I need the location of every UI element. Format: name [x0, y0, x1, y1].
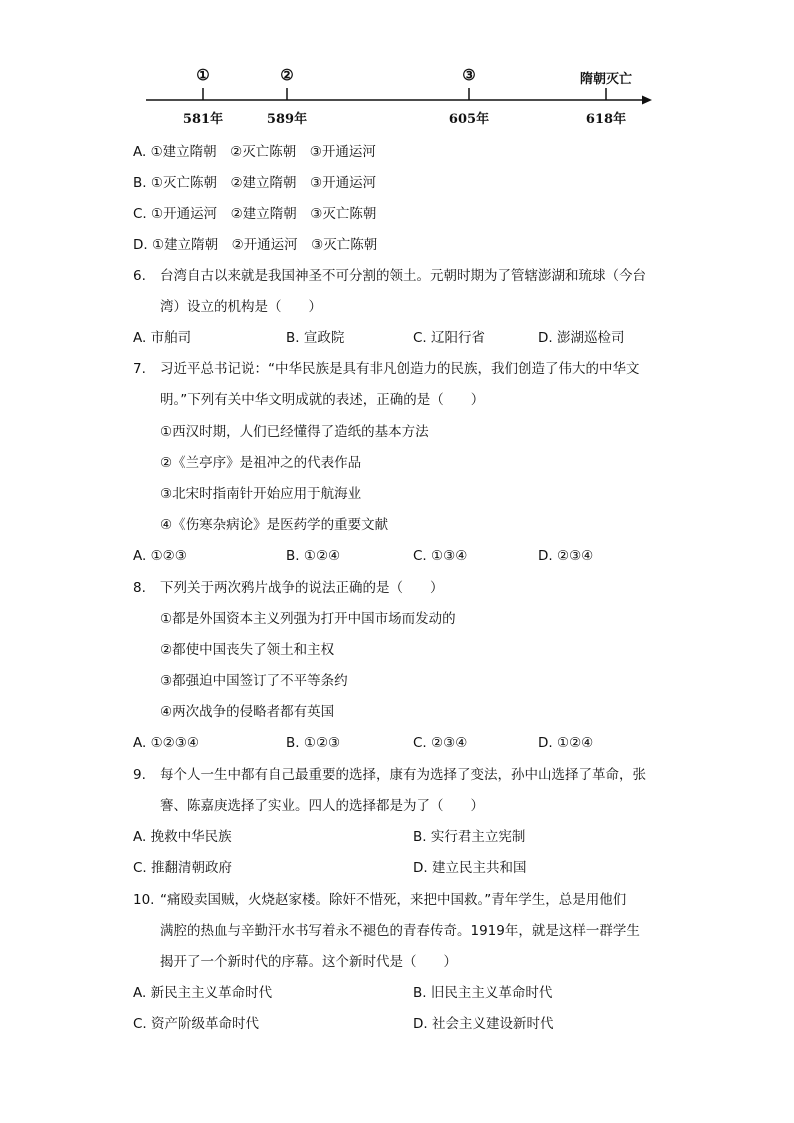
q8-option-d[interactable]: D. ①②④: [538, 735, 594, 751]
q7-item-1: ①西汉时期，人们已经懂得了造纸的基本方法: [160, 424, 429, 440]
q9-option-d[interactable]: D. 建立民主共和国: [413, 860, 527, 876]
marker-4-label: 隋朝灭亡: [579, 72, 633, 87]
q6-option-b[interactable]: B. 宣政院: [286, 330, 345, 346]
q6-options: [133, 328, 673, 348]
q10-options-row2: [133, 1014, 673, 1034]
q9-stem-line2: 謇、陈嘉庚选择了实业。四人的选择都是为了（ ）: [160, 798, 484, 814]
q8-item-2: ②都使中国丧失了领土和主权: [160, 642, 335, 658]
q7-option-d[interactable]: D. ②③④: [538, 548, 594, 564]
marker-3-label: ③: [462, 66, 476, 84]
q9-number: 9.: [133, 767, 146, 783]
year-589: 589年: [266, 112, 308, 127]
q7-item-4: ④《伤寒杂病论》是医药学的重要文献: [160, 517, 389, 533]
q5-option-d[interactable]: D. ①建立隋朝 ②开通运河 ③灭亡陈朝: [133, 237, 378, 253]
q8-options: [133, 733, 673, 753]
q10-number: 10.: [133, 892, 155, 908]
q10-stem-line1: 10. “痛殴卖国贼，火烧赵家楼。除奸不惜死，来把中国救。”青年学生，总是用他们: [133, 892, 627, 908]
q7-item-2: ②《兰亭序》是祖冲之的代表作品: [160, 455, 362, 471]
q6-option-a[interactable]: A. 市舶司: [133, 330, 192, 346]
q8-option-b[interactable]: B. ①②③: [286, 735, 341, 751]
year-605: 605年: [448, 112, 490, 127]
q8-item-4: ④两次战争的侵略者都有英国: [160, 704, 335, 720]
q8-number: 8.: [133, 580, 146, 596]
q9-options-row1: [133, 827, 673, 847]
marker-1-label: ①: [196, 66, 210, 84]
q10-options-row1: [133, 983, 673, 1003]
q6-option-d[interactable]: D. 澎湖巡检司: [538, 330, 625, 346]
q7-stem-line2: 明。”下列有关中华文明成就的表述，正确的是（ ）: [160, 392, 485, 408]
q7-stem-line1: 7. 习近平总书记说：“中华民族是具有非凡创造力的民族，我们创造了伟大的中华文: [133, 361, 640, 377]
q9-stem-line1: 9. 每个人一生中都有自己最重要的选择，康有为选择了变法，孙中山选择了革命，张: [133, 767, 646, 783]
q9-option-b[interactable]: B. 实行君主立宪制: [413, 829, 526, 845]
q5-option-b[interactable]: B. ①灭亡陈朝 ②建立隋朝 ③开通运河: [133, 175, 377, 191]
q8-stem-line1: 8. 下列关于两次鸦片战争的说法正确的是（ ）: [133, 580, 444, 596]
q7-option-a[interactable]: A. ①②③: [133, 548, 187, 564]
q10-option-a[interactable]: A. 新民主主义革命时代: [133, 985, 273, 1001]
q5-option-c[interactable]: C. ①开通运河 ②建立隋朝 ③灭亡陈朝: [133, 206, 377, 222]
q10-option-c[interactable]: C. 资产阶级革命时代: [133, 1016, 260, 1032]
q8-item-1: ①都是外国资本主义列强为打开中国市场而发动的: [160, 611, 456, 627]
year-581: 581年: [182, 112, 224, 127]
year-618: 618年: [585, 112, 627, 127]
q10-option-d[interactable]: D. 社会主义建设新时代: [413, 1016, 554, 1032]
q6-number: 6.: [133, 268, 146, 284]
timeline-figure: [130, 58, 670, 138]
q7-item-3: ③北宋时指南针开始应用于航海业: [160, 486, 362, 502]
q6-option-c[interactable]: C. 辽阳行省: [413, 330, 486, 346]
q7-option-b[interactable]: B. ①②④: [286, 548, 341, 564]
q8-option-c[interactable]: C. ②③④: [413, 735, 468, 751]
q6-stem-line2: 湾）设立的机构是（ ）: [160, 299, 322, 315]
q7-number: 7.: [133, 361, 146, 377]
q7-option-c[interactable]: C. ①③④: [413, 548, 468, 564]
q10-stem-line3: 揭开了一个新时代的序幕。这个新时代是（ ）: [160, 954, 457, 970]
q9-options-row2: [133, 858, 673, 878]
q10-stem-line2: 满腔的热血与辛勤汗水书写着永不褪色的青春传奇。1919年，就是这样一群学生: [160, 923, 640, 939]
q5-option-a[interactable]: A. ①建立隋朝 ②灭亡陈朝 ③开通运河: [133, 144, 376, 160]
marker-2-label: ②: [280, 66, 294, 84]
q9-option-c[interactable]: C. 推翻清朝政府: [133, 860, 233, 876]
q10-option-b[interactable]: B. 旧民主主义革命时代: [413, 985, 553, 1001]
q6-stem-line1: 6. 台湾自古以来就是我国神圣不可分割的领土。元朝时期为了管辖澎湖和琉球（今台: [133, 268, 646, 284]
q7-options: [133, 546, 673, 566]
q8-item-3: ③都强迫中国签订了不平等条约: [160, 673, 348, 689]
q9-option-a[interactable]: A. 挽救中华民族: [133, 829, 232, 845]
q8-option-a[interactable]: A. ①②③④: [133, 735, 199, 751]
